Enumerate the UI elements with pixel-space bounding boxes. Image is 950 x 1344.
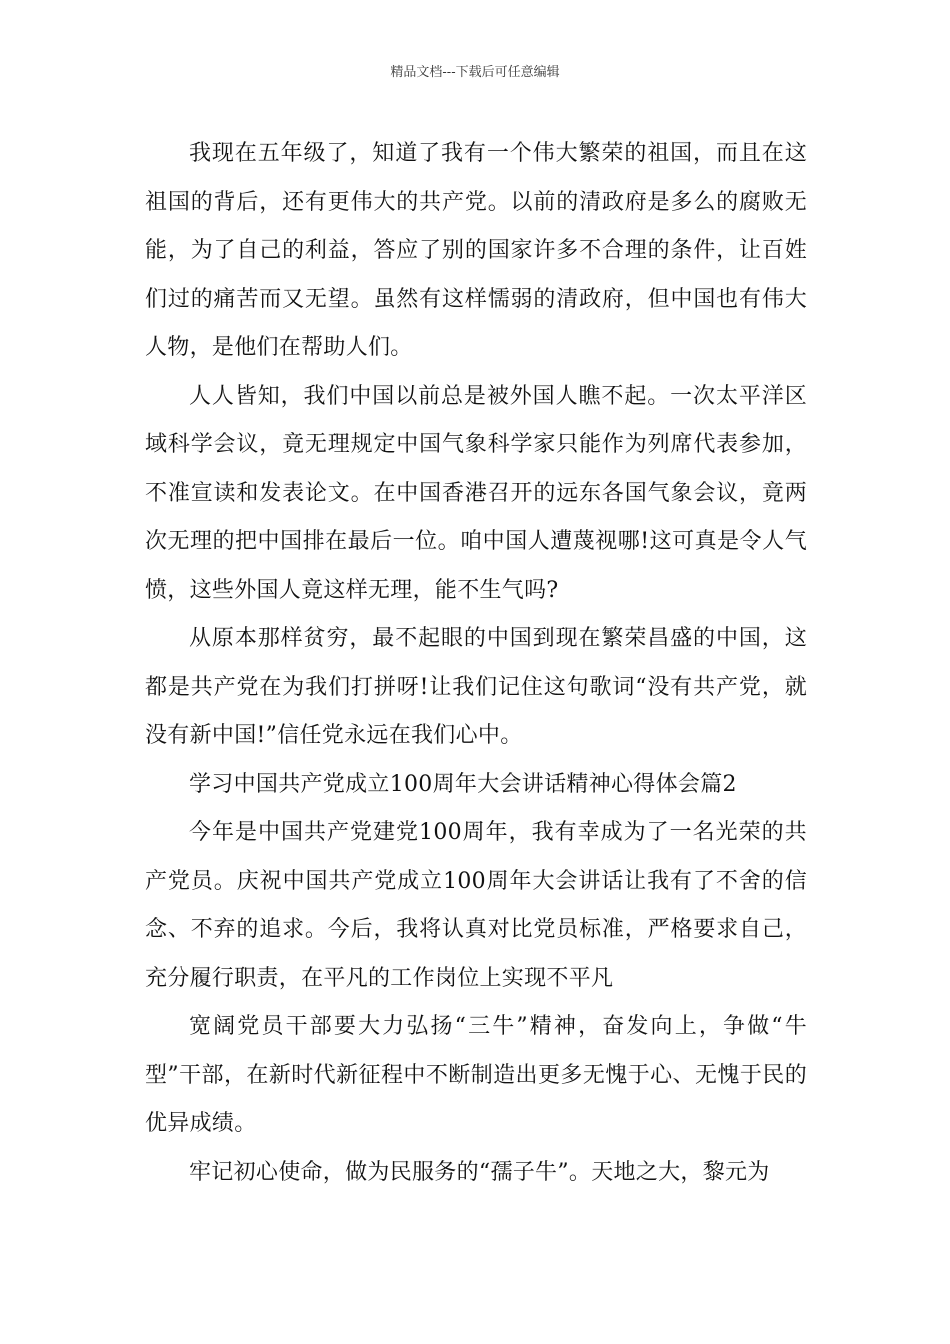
section-heading: 学习中国共产党成立100周年大会讲话精神心得体会篇2 — [189, 771, 737, 797]
paragraph-5: 宽阔党员干部要大力弘扬“三牛”精神，奋发向上，争做“牛型”干部，在新时代新征程中不断制造出更多无愧于心、无愧于民的优异成绩。 — [145, 1014, 807, 1136]
paragraph-3: 从原本那样贫穷，最不起眼的中国到现在繁荣昌盛的中国，这都是共产党在为我们打拼呀!让我们记住这句歌词“没有共产党，就没有新中国!”信任党永远在我们心中。 — [145, 626, 807, 748]
document-body — [145, 130, 807, 1197]
paragraph-2: 人人皆知，我们中国以前总是被外国人瞧不起。一次太平洋区域科学会议，竟无理规定中国气象科学家只能作为列席代表参加，不准宣读和发表论文。在中国香港召开的远东各国气象会议，竟两次无理的把中国排在最后一位。咱中国人遭蔑视哪!这可真是令人气愤，这些外国人竟这样无理，能不生气吗? — [145, 383, 807, 603]
paragraph-6: 牢记初心使命，做为民服务的“孺子牛”。天地之大，黎元为 — [189, 1159, 770, 1185]
page-header: 精品文档---下载后可任意编辑 — [390, 65, 560, 80]
paragraph-4: 今年是中国共产党建党100周年，我有幸成为了一名光荣的共产党员。庆祝中国共产党成立100周年大会讲话让我有了不舍的信念、不弃的追求。今后，我将认真对比党员标准，严格要求自己，充分履行职责，在平凡的工作岗位上实现不平凡 — [145, 820, 807, 991]
paragraph-1: 我现在五年级了，知道了我有一个伟大繁荣的祖国，而且在这祖国的背后，还有更伟大的共产党。以前的清政府是多么的腐败无能，为了自己的利益，答应了别的国家许多不合理的条件，让百姓们过的痛苦而又无望。虽然有这样懦弱的清政府，但中国也有伟大人物，是他们在帮助人们。 — [145, 141, 807, 360]
